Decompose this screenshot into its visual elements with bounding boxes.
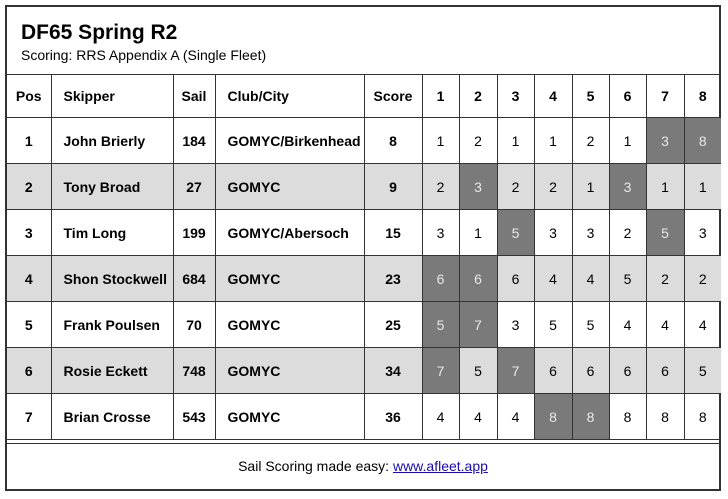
results-panel xyxy=(5,5,721,491)
club-cell: GOMYC xyxy=(215,302,364,348)
race-result-discarded: 6 xyxy=(422,256,459,302)
sail-number-cell: 184 xyxy=(173,118,215,164)
table-row[interactable] xyxy=(7,394,721,440)
col-header-sail[interactable]: Sail xyxy=(173,75,215,118)
race-result-cell: 4 xyxy=(609,302,646,348)
race-result-cell: 2 xyxy=(422,164,459,210)
score-cell: 9 xyxy=(364,164,422,210)
club-cell: GOMYC/Abersoch xyxy=(215,210,364,256)
race-result-discarded: 7 xyxy=(422,348,459,394)
race-result-cell: 2 xyxy=(609,210,646,256)
race-result-cell: 6 xyxy=(497,256,534,302)
race-result-discarded: 6 xyxy=(459,256,497,302)
results-table xyxy=(7,74,721,440)
sail-number-cell: 27 xyxy=(173,164,215,210)
col-header-race-4[interactable]: 4 xyxy=(534,75,572,118)
race-result-cell: 4 xyxy=(534,256,572,302)
skipper-cell: Tim Long xyxy=(51,210,173,256)
results-header xyxy=(7,7,719,74)
col-header-race-6[interactable]: 6 xyxy=(609,75,646,118)
race-result-cell: 5 xyxy=(459,348,497,394)
race-result-cell: 1 xyxy=(459,210,497,256)
race-result-discarded: 8 xyxy=(684,118,721,164)
score-cell: 15 xyxy=(364,210,422,256)
score-cell: 8 xyxy=(364,118,422,164)
sail-number-cell: 748 xyxy=(173,348,215,394)
race-result-cell: 3 xyxy=(497,302,534,348)
table-row[interactable] xyxy=(7,256,721,302)
score-cell: 34 xyxy=(364,348,422,394)
race-result-cell: 3 xyxy=(684,210,721,256)
table-row[interactable] xyxy=(7,210,721,256)
race-result-cell: 5 xyxy=(609,256,646,302)
race-result-cell: 1 xyxy=(684,164,721,210)
position-cell: 5 xyxy=(7,302,51,348)
race-result-cell: 3 xyxy=(534,210,572,256)
skipper-cell: Rosie Eckett xyxy=(51,348,173,394)
race-result-discarded: 5 xyxy=(422,302,459,348)
col-header-race-5[interactable]: 5 xyxy=(572,75,609,118)
score-cell: 36 xyxy=(364,394,422,440)
race-result-cell: 6 xyxy=(534,348,572,394)
position-cell: 6 xyxy=(7,348,51,394)
race-result-cell: 2 xyxy=(534,164,572,210)
skipper-cell: Tony Broad xyxy=(51,164,173,210)
skipper-cell: Frank Poulsen xyxy=(51,302,173,348)
position-cell: 2 xyxy=(7,164,51,210)
race-result-discarded: 7 xyxy=(459,302,497,348)
skipper-cell: Shon Stockwell xyxy=(51,256,173,302)
table-row[interactable] xyxy=(7,164,721,210)
race-result-cell: 2 xyxy=(572,118,609,164)
position-cell: 3 xyxy=(7,210,51,256)
table-row[interactable] xyxy=(7,348,721,394)
col-header-pos[interactable]: Pos xyxy=(7,75,51,118)
race-result-cell: 8 xyxy=(684,394,721,440)
club-cell: GOMYC xyxy=(215,256,364,302)
race-result-cell: 3 xyxy=(422,210,459,256)
race-result-discarded: 5 xyxy=(497,210,534,256)
col-header-race-3[interactable]: 3 xyxy=(497,75,534,118)
col-header-race-8[interactable]: 8 xyxy=(684,75,721,118)
col-header-race-1[interactable]: 1 xyxy=(422,75,459,118)
race-result-cell: 5 xyxy=(684,348,721,394)
club-cell: GOMYC xyxy=(215,164,364,210)
col-header-skipper[interactable]: Skipper xyxy=(51,75,173,118)
position-cell: 1 xyxy=(7,118,51,164)
col-header-race-7[interactable]: 7 xyxy=(646,75,684,118)
race-result-cell: 6 xyxy=(572,348,609,394)
page-title: DF65 Spring R2 xyxy=(21,21,178,44)
race-result-discarded: 3 xyxy=(609,164,646,210)
race-result-cell: 8 xyxy=(609,394,646,440)
skipper-cell: John Brierly xyxy=(51,118,173,164)
club-cell: GOMYC/Birkenhead xyxy=(215,118,364,164)
race-result-cell: 4 xyxy=(684,302,721,348)
scoring-subtitle: Scoring: RRS Appendix A (Single Fleet) xyxy=(21,47,267,63)
score-cell: 25 xyxy=(364,302,422,348)
race-result-cell: 8 xyxy=(646,394,684,440)
race-result-cell: 6 xyxy=(646,348,684,394)
race-result-cell: 4 xyxy=(422,394,459,440)
sail-number-cell: 543 xyxy=(173,394,215,440)
race-result-cell: 1 xyxy=(534,118,572,164)
race-result-cell: 1 xyxy=(422,118,459,164)
col-header-race-2[interactable]: 2 xyxy=(459,75,497,118)
race-result-discarded: 7 xyxy=(497,348,534,394)
col-header-score[interactable]: Score xyxy=(364,75,422,118)
footer xyxy=(7,443,719,489)
race-result-cell: 5 xyxy=(572,302,609,348)
sail-number-cell: 684 xyxy=(173,256,215,302)
position-cell: 4 xyxy=(7,256,51,302)
race-result-discarded: 8 xyxy=(534,394,572,440)
sail-number-cell: 199 xyxy=(173,210,215,256)
race-result-cell: 2 xyxy=(497,164,534,210)
race-result-cell: 2 xyxy=(646,256,684,302)
race-result-cell: 1 xyxy=(572,164,609,210)
race-result-discarded: 3 xyxy=(646,118,684,164)
table-row[interactable] xyxy=(7,118,721,164)
race-result-discarded: 5 xyxy=(646,210,684,256)
position-cell: 7 xyxy=(7,394,51,440)
race-result-cell: 1 xyxy=(646,164,684,210)
race-result-cell: 3 xyxy=(572,210,609,256)
race-result-cell: 5 xyxy=(534,302,572,348)
race-result-discarded: 3 xyxy=(459,164,497,210)
col-header-club[interactable]: Club/City xyxy=(215,75,364,118)
table-header-row xyxy=(7,75,721,118)
race-result-cell: 4 xyxy=(459,394,497,440)
race-result-cell: 6 xyxy=(609,348,646,394)
club-cell: GOMYC xyxy=(215,348,364,394)
table-row[interactable] xyxy=(7,302,721,348)
skipper-cell: Brian Crosse xyxy=(51,394,173,440)
club-cell: GOMYC xyxy=(215,394,364,440)
race-result-discarded: 8 xyxy=(572,394,609,440)
footer-text: Sail Scoring made easy: xyxy=(238,458,393,474)
race-result-cell: 2 xyxy=(459,118,497,164)
score-cell: 23 xyxy=(364,256,422,302)
race-result-cell: 1 xyxy=(609,118,646,164)
race-result-cell: 1 xyxy=(497,118,534,164)
sail-number-cell: 70 xyxy=(173,302,215,348)
race-result-cell: 2 xyxy=(684,256,721,302)
results-body xyxy=(7,118,721,440)
race-result-cell: 4 xyxy=(646,302,684,348)
race-result-cell: 4 xyxy=(572,256,609,302)
race-result-cell: 4 xyxy=(497,394,534,440)
afleet-link[interactable]: www.afleet.app xyxy=(392,458,488,474)
